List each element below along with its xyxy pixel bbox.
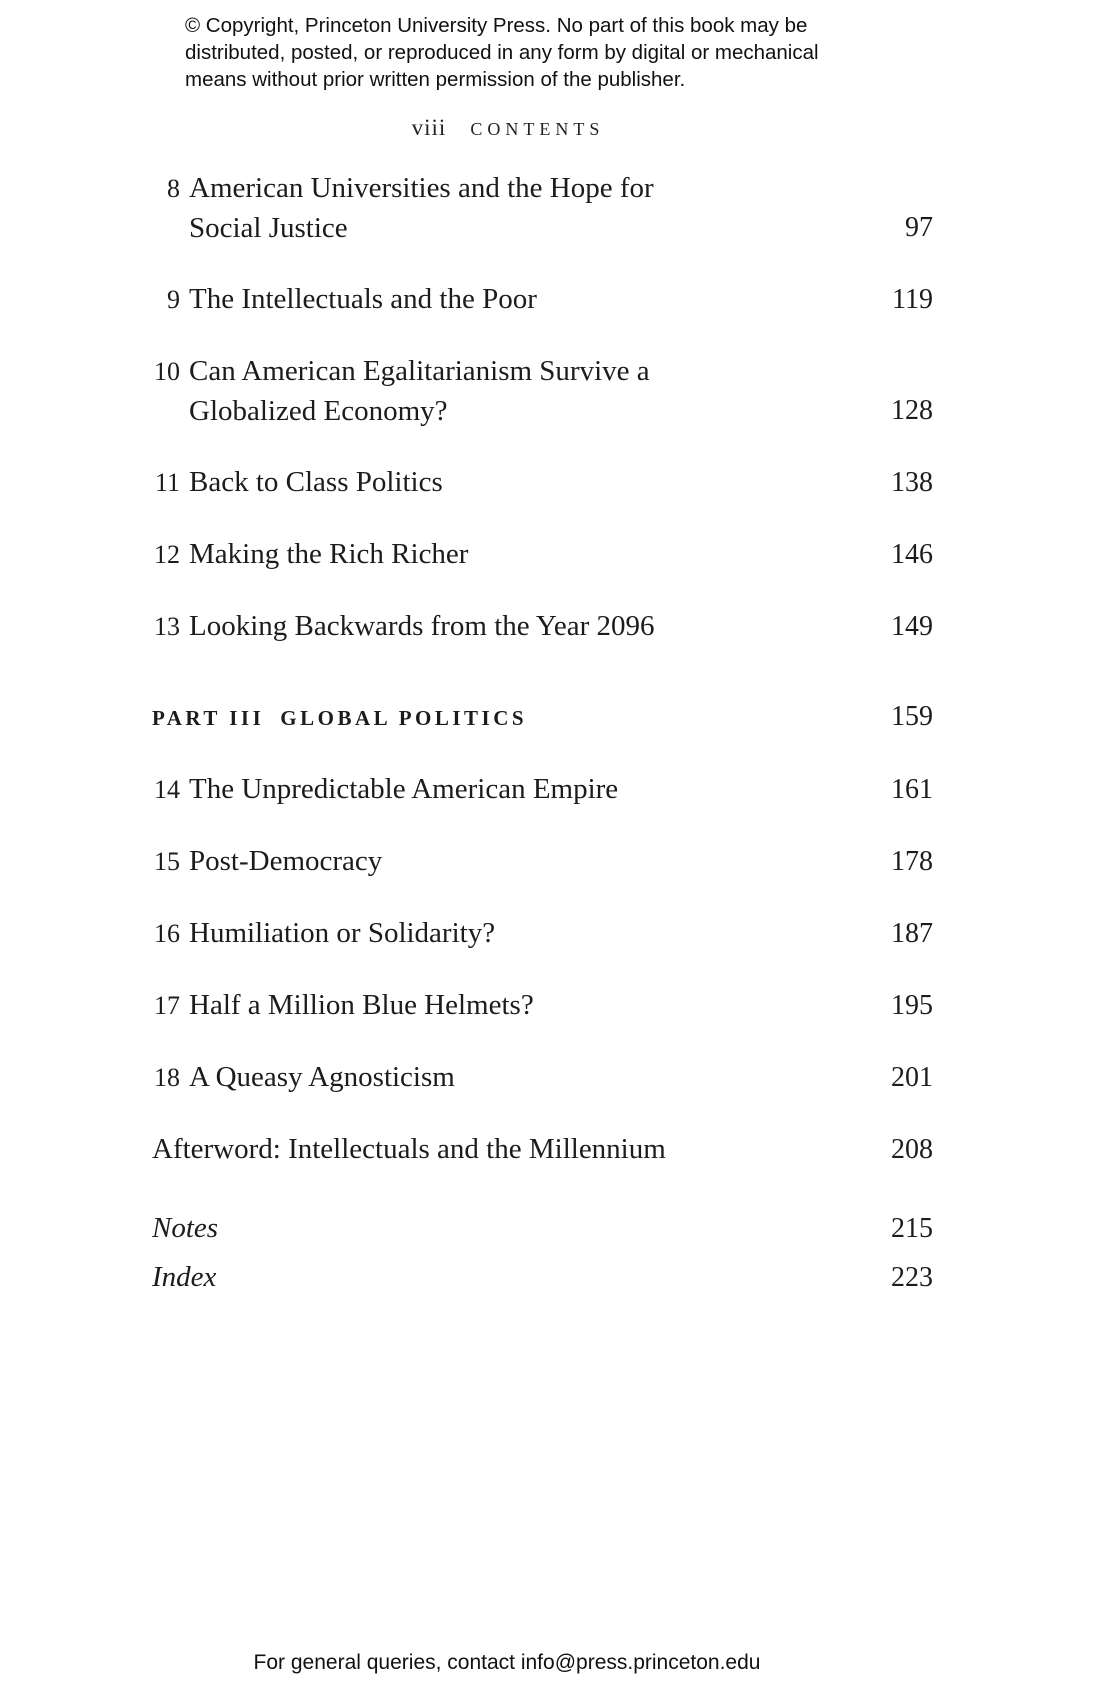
page-ref: 178 [891,846,933,877]
page-ref: 128 [891,395,933,426]
chapter-title-line: Making the Rich Richer [189,538,469,570]
part-heading-row [152,697,933,738]
part-label: PART III [152,706,265,730]
chapter-number: 18 [154,1063,180,1092]
toc-entry [152,534,933,575]
chapter-title-line: Half a Million Blue Helmets? [189,989,534,1021]
part-title: GLOBAL POLITICS [280,706,528,730]
chapter-title-line: Can American Egalitarianism Survive a [189,355,650,387]
page-ref: 146 [891,539,933,570]
page-ref: 215 [891,1213,933,1244]
folio-page-number: viii [411,115,447,140]
chapter-number: 14 [154,775,180,804]
running-head [0,115,1016,141]
page-ref: 138 [891,467,933,498]
chapter-title [189,168,893,248]
back-matter-title: Index [152,1261,217,1293]
copyright-line: means without prior written permission of the publisher. [185,68,686,91]
chapter-title [189,841,879,881]
chapter-title [189,606,879,646]
copyright-line: © Copyright, Princeton University Press. No part of this book may be [185,14,808,37]
back-matter-entry [152,1257,933,1298]
chapter-number: 17 [154,991,180,1020]
chapter-title-line: American Universities and the Hope for [189,172,654,204]
toc-entry [152,1057,933,1098]
chapter-title-line: Globalized Economy? [189,395,448,427]
chapter-number: 10 [154,357,180,386]
page-ref: 159 [891,701,933,732]
chapter-title [189,1057,879,1097]
page-ref: 201 [891,1062,933,1093]
chapter-title [189,913,879,953]
chapter-title [189,462,879,502]
chapter-number: 9 [167,285,180,314]
chapter-title-line: Social Justice [189,212,348,244]
footer-contact: For general queries, contact info@press.princeton.edu [253,1651,761,1674]
copyright-line: distributed, posted, or reproduced in any form by digital or mechanical [185,41,819,64]
chapter-title [189,279,880,319]
page-ref: 195 [891,990,933,1021]
page-ref: 119 [892,284,933,315]
page-ref: 187 [891,918,933,949]
chapter-number: 16 [154,919,180,948]
chapter-title [152,1129,879,1169]
part-heading [152,698,879,738]
toc-entry [152,985,933,1026]
chapter-title-line: Humiliation or Solidarity? [189,917,496,949]
page-ref: 97 [905,212,933,243]
contents-heading: CONTENTS [470,119,605,139]
chapter-title-line: The Unpredictable American Empire [189,773,619,805]
back-matter [152,1208,933,1298]
chapter-number: 8 [167,174,180,203]
chapter-title-line: The Intellectuals and the Poor [189,283,537,315]
back-matter-title: Notes [152,1212,219,1244]
toc-entry [152,279,933,320]
toc-entry [152,462,933,503]
chapter-number: 13 [154,612,180,641]
toc-entry [152,351,933,431]
chapter-title-line: Looking Backwards from the Year 2096 [189,610,655,642]
chapter-title-line: A Queasy Agnosticism [189,1061,455,1093]
chapter-title [189,351,879,431]
chapter-title [189,534,879,574]
chapter-number: 11 [154,468,180,497]
toc-entry-afterword [152,1129,933,1170]
copyright-notice [185,12,1100,93]
back-matter-entry [152,1208,933,1249]
page-ref: 223 [891,1262,933,1293]
chapter-title [189,985,879,1025]
chapter-title-line: Afterword: Intellectuals and the Millennium [152,1133,666,1165]
toc-entry [152,913,933,954]
chapter-title-line: Post-Democracy [189,845,383,877]
toc-entry [152,769,933,810]
toc-entry [152,841,933,882]
table-of-contents [152,168,933,1298]
chapter-title-line: Back to Class Politics [189,466,443,498]
page-ref: 149 [891,611,933,642]
chapter-number: 12 [154,540,180,569]
chapter-number: 15 [154,847,180,876]
page-ref: 161 [891,774,933,805]
toc-entry [152,606,933,647]
chapter-title [189,769,879,809]
page-ref: 208 [891,1134,933,1165]
toc-entry [152,168,933,248]
